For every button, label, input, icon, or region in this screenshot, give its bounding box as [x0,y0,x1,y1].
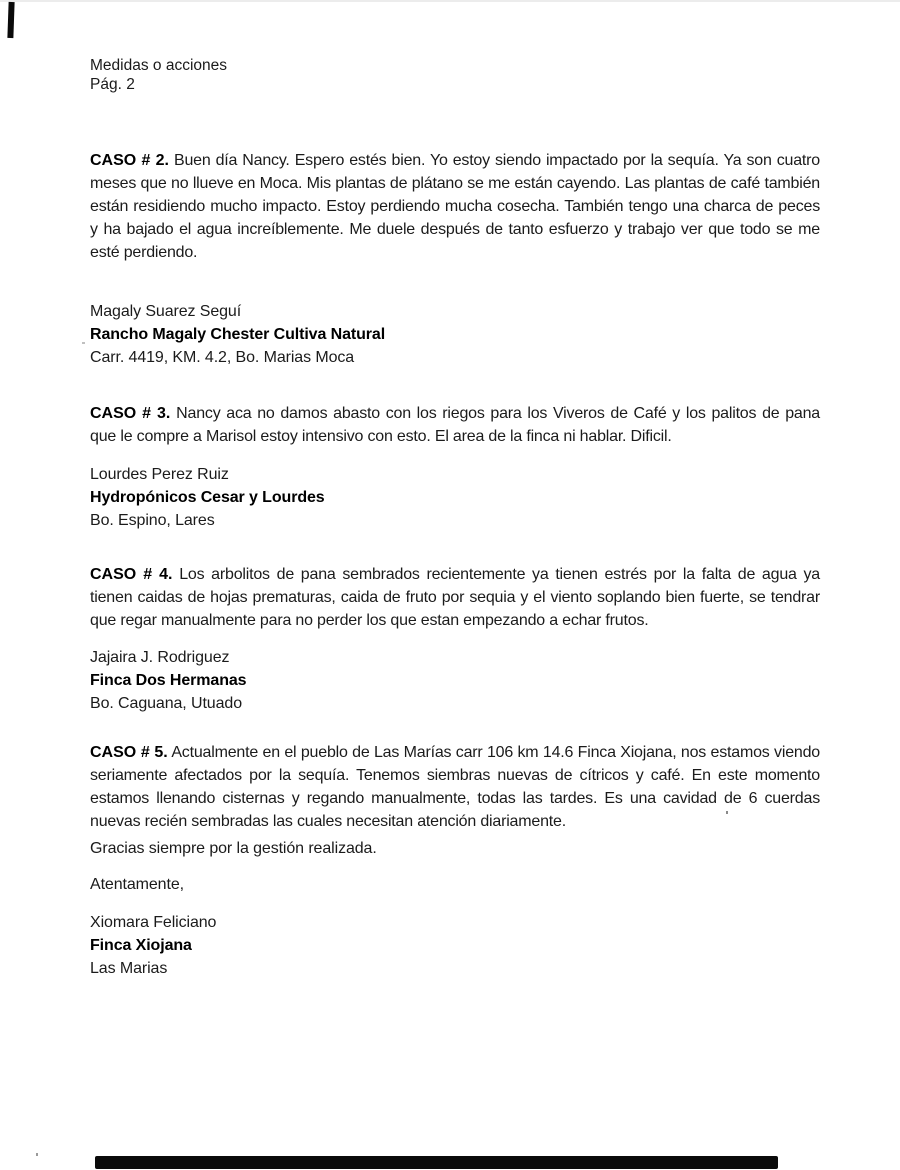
signer-name: Xiomara Feliciano [90,914,217,931]
caso-3-label: CASO # 3. [90,405,171,422]
caso-3-paragraph [90,402,820,448]
caso-4-paragraph [90,563,820,632]
farm-name: Finca Dos Hermanas [90,672,247,689]
caso-3-text: Nancy aca no damos abasto con los riegos para los Viveros de Café y los palitos de pana que le compre a Marisol estoy intensivo con esto. El area de la finca ni hablar. Dificil. [90,405,821,445]
scan-dash-artifact [7,2,14,38]
caso-5-text: Actualmente en el pueblo de Las Marías carr 106 km 14.6 Finca Xiojana, nos estamos viendo seriamente afectados por la sequía. Tenemos siembras nuevas de cítricos y café. En este momento estamos llenando cisternas y regando manualmente, todas las tardes. Es una cavidad de 6 cuerdas nuevas recién sembradas las cuales necesitan atención diariamente. [90,744,820,830]
farm-name: Rancho Magaly Chester Cultiva Natural [90,326,386,343]
caso-4-text: Los arbolitos de pana sembrados recientemente ya tienen estrés por la falta de agua ya tienen caidas de hojas prematuras, caida de fruto por sequia y el viento soplando bien fuerte, se tendrar que regar manualmente para no perder los que estan empezando a echar frutos. [90,566,820,629]
signer-name: Lourdes Perez Ruiz [90,466,229,483]
caso-5-label: CASO # 5. [90,744,168,761]
caso-2-paragraph [90,149,820,264]
scan-speck-artifact [726,811,728,814]
farm-address: Las Marias [90,960,168,977]
closing-salutation: Atentamente, [90,876,184,893]
signature-block-lourdes [90,463,325,532]
signature-block-magaly [90,300,385,369]
farm-name: Hydropónicos Cesar y Lourdes [90,489,325,506]
signer-name: Magaly Suarez Seguí [90,303,242,320]
farm-address: Bo. Caguana, Utuado [90,695,242,712]
signer-name: Jajaira J. Rodriguez [90,649,230,666]
scan-bar-artifact [95,1156,778,1169]
caso-4-label: CASO # 4. [90,566,173,583]
farm-address: Bo. Espino, Lares [90,512,215,529]
page-header [90,56,227,94]
farm-name: Finca Xiojana [90,937,192,954]
farm-address: Carr. 4419, KM. 4.2, Bo. Marias Moca [90,349,355,366]
caso-5-paragraph [90,741,820,833]
signature-block-jajaira [90,646,246,715]
page-number: Pág. 2 [90,76,135,93]
caso-2-text: Buen día Nancy. Espero estés bien. Yo estoy siendo impactado por la sequía. Ya son cuatro meses que no llueve en Moca. Mis plantas de plátano se me están cayendo. Las plantas de café también están residiendo mucho impacto. Estoy perdiendo mucha cosecha. También tengo una charca de peces y ha bajado el agua increíblemente. Me duele después de tanto esfuerzo y trabajo ver que todo se me esté perdiendo. [90,152,820,261]
closing-thanks: Gracias siempre por la gestión realizada. [90,840,377,857]
scan-speck-artifact [36,1153,38,1156]
signature-block-xiomara [90,911,216,980]
caso-2-label: CASO # 2. [90,152,169,169]
scan-speck-artifact [82,342,85,344]
header-title: Medidas o acciones [90,57,227,74]
scan-edge-line-artifact [0,0,900,2]
